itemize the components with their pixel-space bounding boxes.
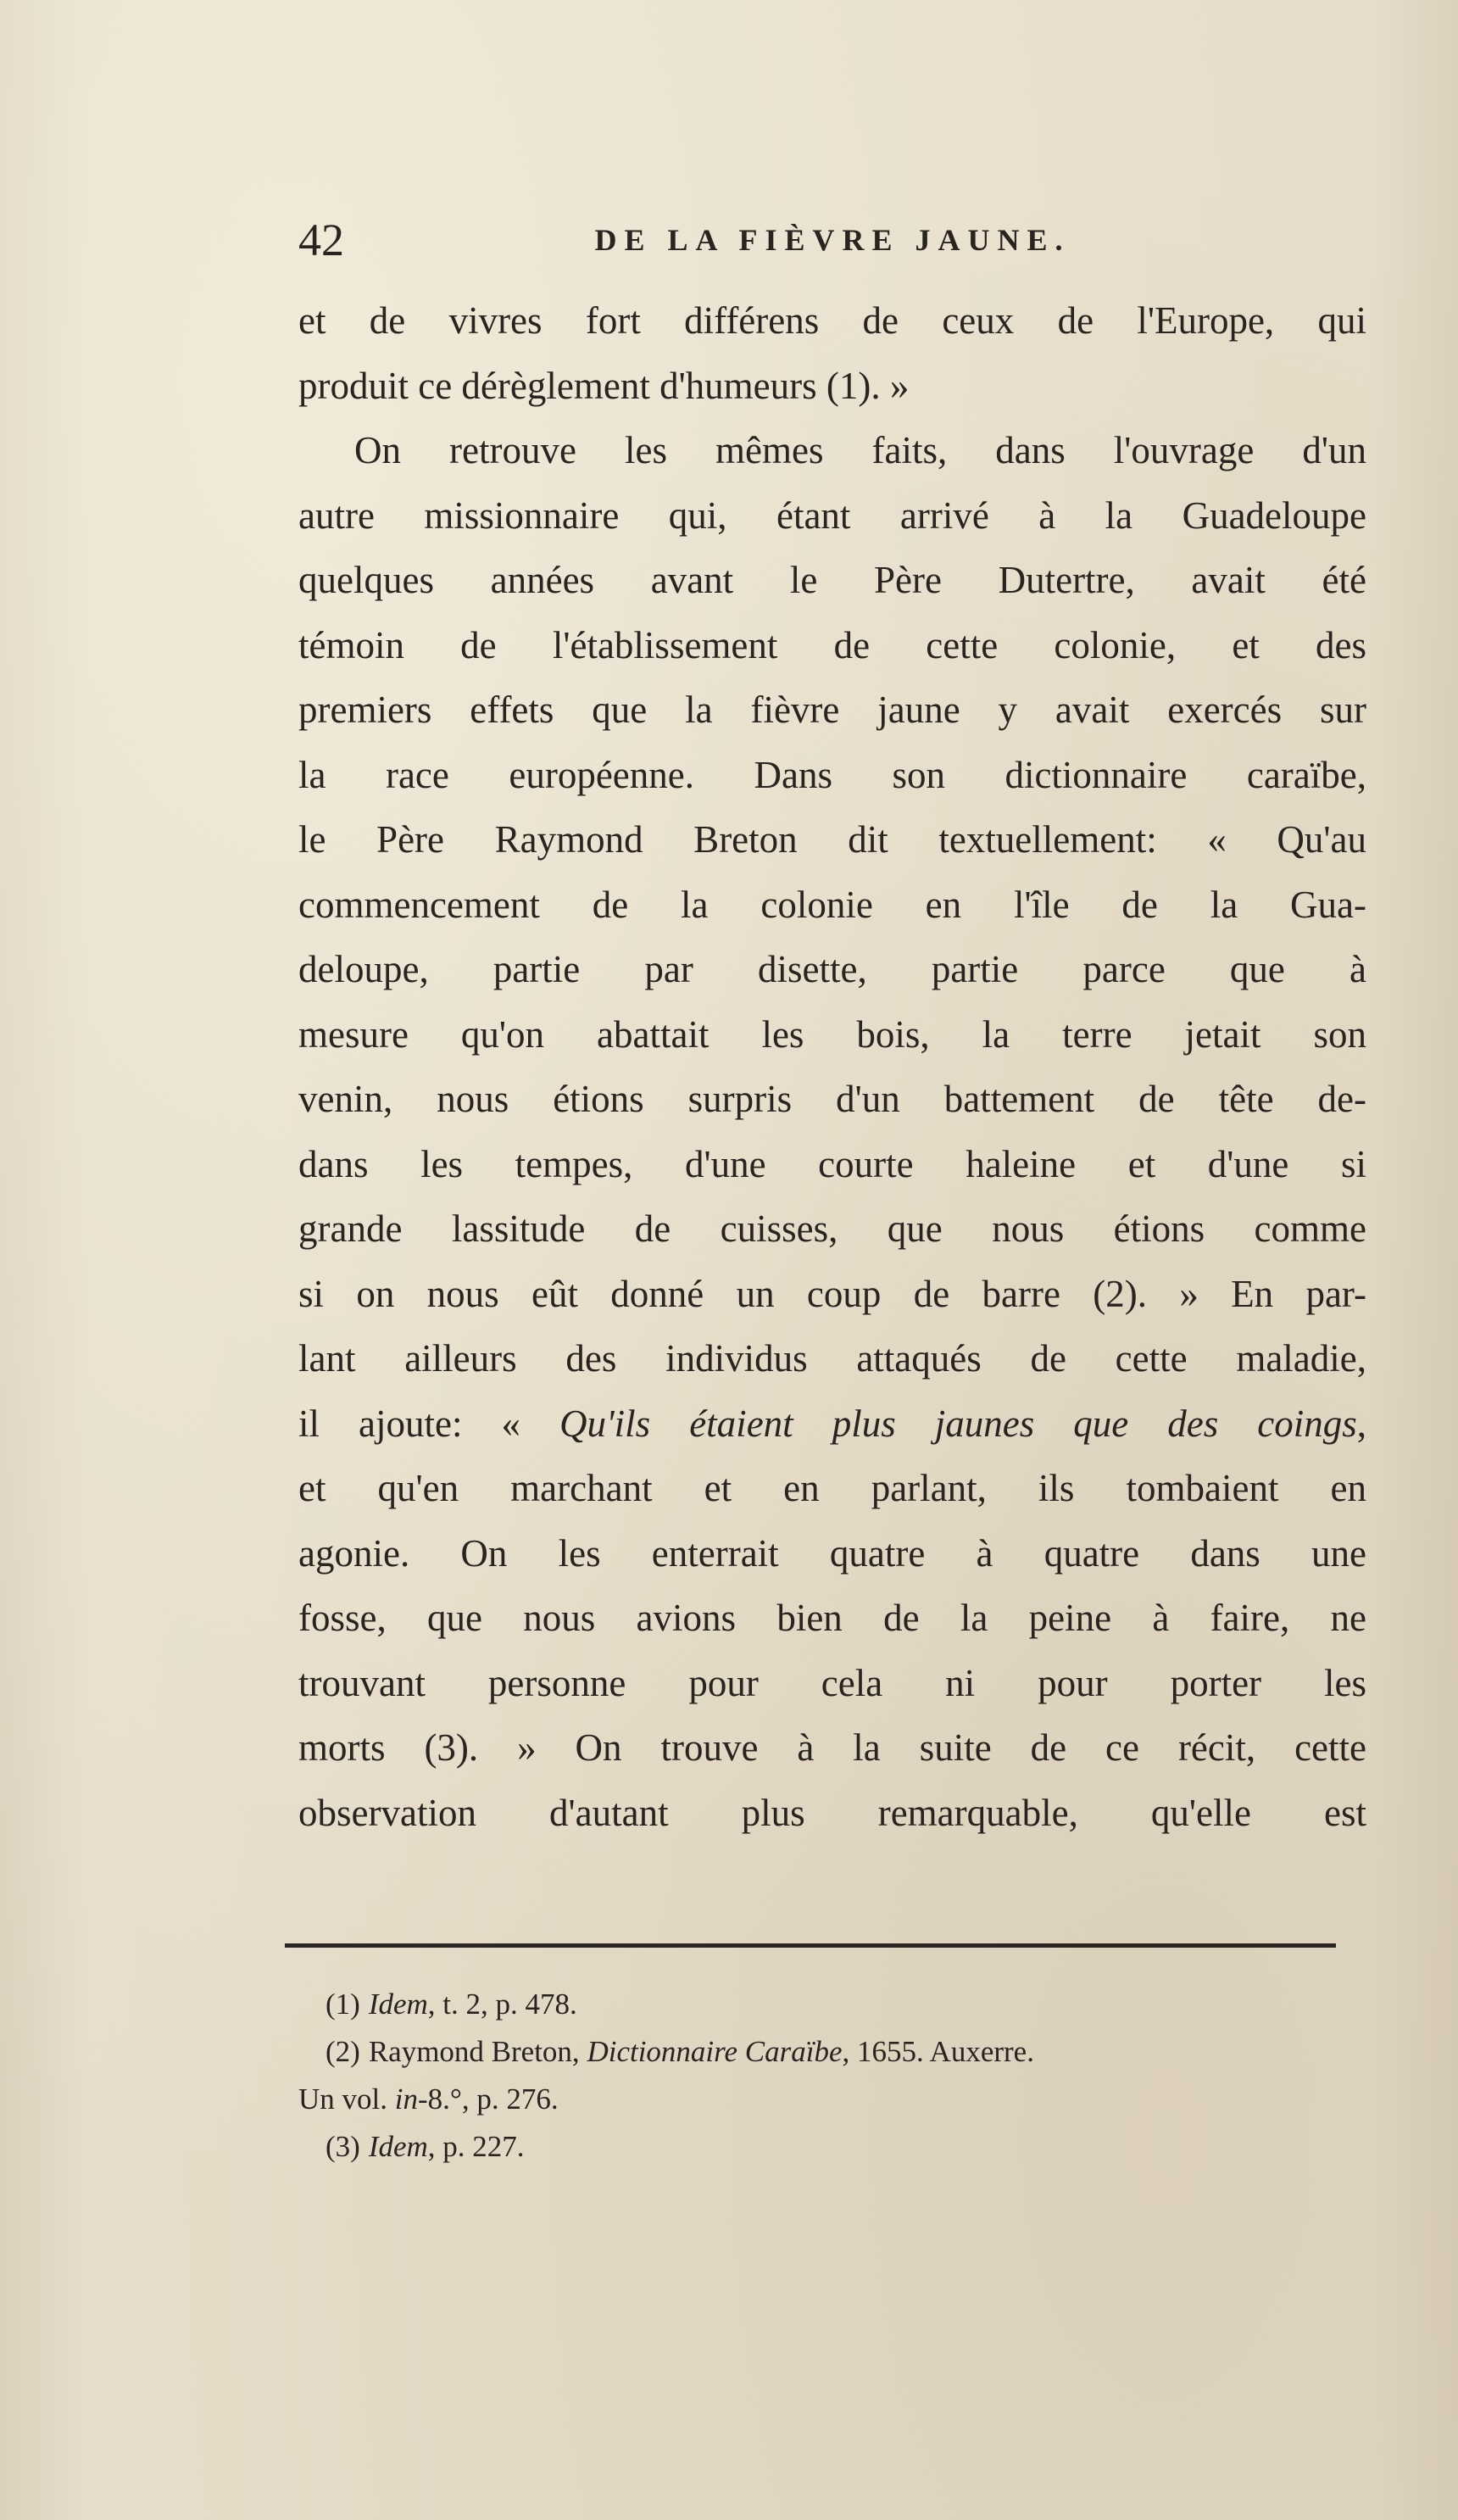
text-line: produit ce dérèglement d'humeurs (1). »	[298, 364, 910, 407]
body-text	[298, 288, 1366, 1845]
footnote-1	[298, 1981, 1366, 2028]
text-line: autre missionnaire qui, étant arrivé à la Guadeloupe	[298, 493, 1366, 537]
footnote-italic: in	[394, 2082, 418, 2116]
footnote-text: Un vol.	[298, 2082, 395, 2116]
page-number: 42	[298, 215, 344, 265]
text-line: fosse, que nous avions bien de la peine à faire, ne	[298, 1597, 1366, 1639]
footnote-2-continued	[298, 2076, 1366, 2123]
footnote-number: (2)	[326, 2035, 360, 2068]
footnote-2	[298, 2028, 1366, 2076]
text-line: grande lassitude de cuisses, que nous étions comme	[298, 1207, 1366, 1250]
footnote-3	[298, 2123, 1366, 2171]
footnote-text: , t. 2, p. 478.	[427, 1988, 577, 2021]
page-header	[298, 210, 1366, 270]
text-line: témoin de l'établissement de cette colonie, et des	[298, 623, 1366, 666]
footnote-text: Raymond Breton,	[368, 2035, 587, 2068]
line-segment: il ajoute: «	[298, 1402, 560, 1445]
text-line: deloupe, partie par disette, partie parce que à	[298, 948, 1366, 990]
text-line: lant ailleurs des individus attaqués de cette maladie,	[298, 1337, 1366, 1380]
footnote-italic: Dictionnaire Caraïbe	[587, 2035, 843, 2068]
text-line-with-italic	[298, 1391, 1366, 1457]
text-line: trouvant personne pour cela ni pour porter les	[298, 1661, 1366, 1704]
footnote-text: -8.°, p. 276.	[417, 2082, 559, 2116]
footnote-number: (1)	[326, 1988, 360, 2021]
text-line: agonie. On les enterrait quatre à quatre dans une	[298, 1531, 1366, 1575]
footnote-italic: Idem	[368, 2130, 428, 2163]
footnote-text: , 1655. Auxerre.	[842, 2035, 1034, 2068]
footnote-rule	[285, 1943, 1336, 1948]
text-line: quelques années avant le Père Dutertre, avait été	[298, 559, 1366, 601]
text-line: et qu'en marchant et en parlant, ils tombaient en	[298, 1467, 1366, 1509]
text-line: dans les tempes, d'une courte haleine et d'une si	[298, 1142, 1366, 1185]
text-line: morts (3). » On trouve à la suite de ce récit, cette	[298, 1726, 1366, 1769]
text-line: et de vivres fort différens de ceux de l'Europe, qui	[298, 299, 1366, 342]
text-line: la race européenne. Dans son dictionnaire caraïbe,	[298, 753, 1366, 796]
text-line: commencement de la colonie en l'île de la Gua-	[298, 883, 1366, 926]
footnote-number: (3)	[326, 2130, 360, 2163]
line-segment: ,	[1356, 1402, 1366, 1445]
italic-quote: Qu'ils étaient plus jaunes que des coings	[559, 1402, 1357, 1445]
text-line: On retrouve les mêmes faits, dans l'ouvrage d'un	[354, 429, 1366, 471]
footnote-italic: Idem	[368, 1988, 428, 2021]
text-line: venin, nous étions surpris d'un battement de tête de-	[298, 1078, 1366, 1120]
text-line: mesure qu'on abattait les bois, la terre jetait son	[298, 1012, 1366, 1056]
text-line: si on nous eût donné un coup de barre (2). » En par-	[298, 1272, 1366, 1315]
running-head: DE LA FIÈVRE JAUNE.	[594, 223, 1071, 257]
text-line: premiers effets que la fièvre jaune y avait exercés sur	[298, 689, 1366, 731]
footnote-text: , p. 227.	[427, 2130, 525, 2163]
footnotes	[298, 1981, 1366, 2171]
text-line: le Père Raymond Breton dit textuellement: « Qu'au	[298, 818, 1366, 861]
text-line: observation d'autant plus remarquable, qu'elle est	[298, 1791, 1366, 1834]
